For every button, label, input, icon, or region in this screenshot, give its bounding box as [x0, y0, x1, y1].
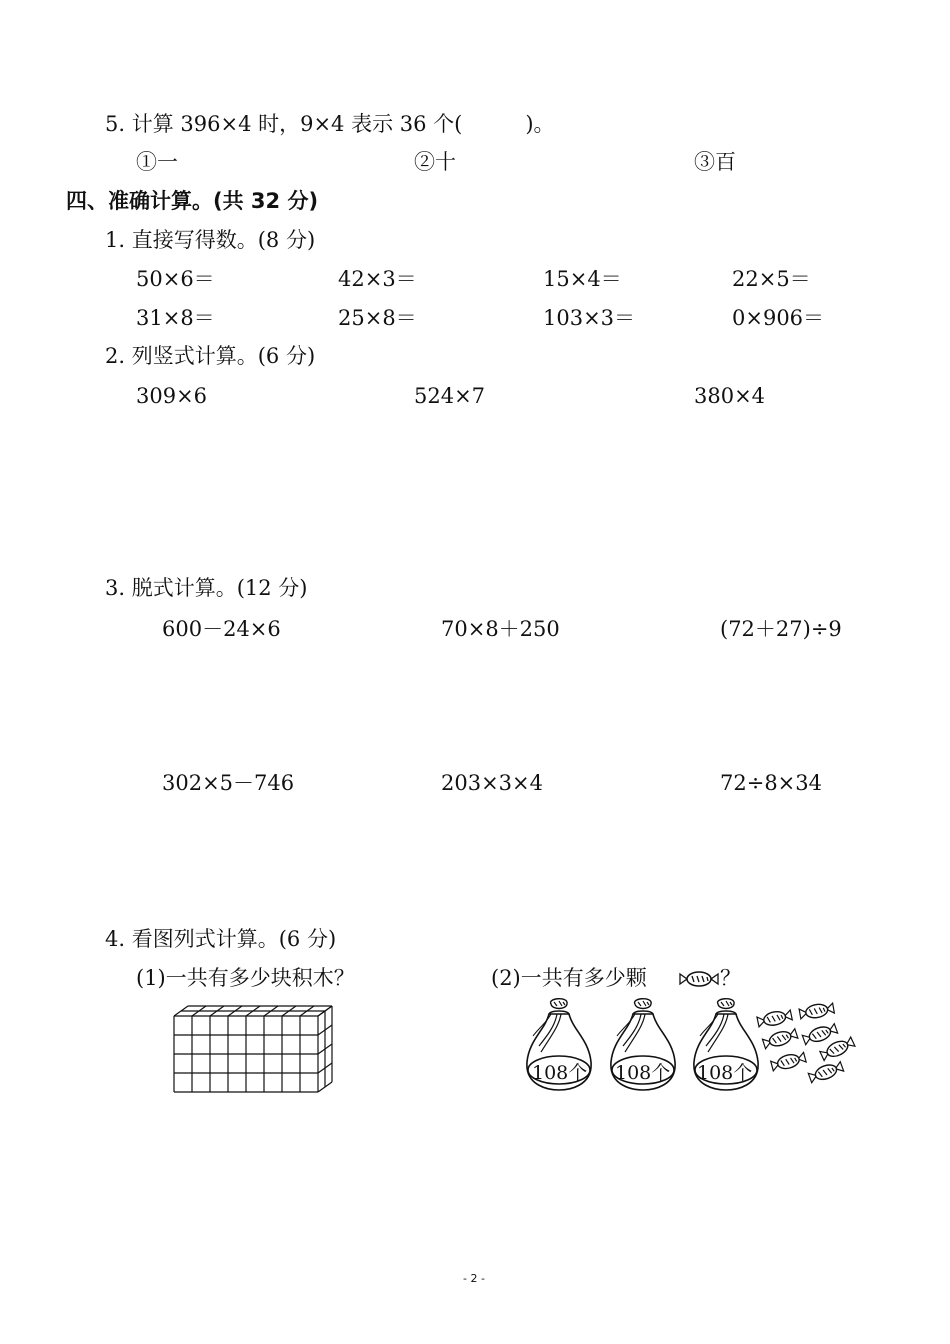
- oral-calc: 103×3＝: [543, 306, 636, 330]
- oral-calc: 42×3＝: [338, 267, 417, 291]
- step-calc: 72÷8×34: [720, 771, 822, 795]
- part-2-title: 2. 列竖式计算。(6 分): [105, 344, 316, 368]
- step-calc: 203×3×4: [441, 771, 543, 795]
- part-4-title: 4. 看图列式计算。(6 分): [105, 927, 337, 951]
- option-2: ②十: [414, 150, 456, 174]
- oral-calc: 50×6＝: [136, 267, 215, 291]
- sub-question-1: (1)一共有多少块积木？: [136, 966, 355, 990]
- sub-question-2-end: ？: [720, 966, 741, 990]
- part-1-title: 1. 直接写得数。(8 分): [105, 228, 316, 252]
- block-cuboid-figure: [170, 1000, 340, 1094]
- step-calc: 600－24×6: [162, 617, 281, 641]
- candy-icon: [678, 968, 720, 990]
- oral-calc: 22×5＝: [732, 267, 811, 291]
- bag-label: 108个: [532, 1062, 588, 1084]
- bag-label: 108个: [697, 1062, 753, 1084]
- option-3: ③百: [694, 150, 736, 174]
- sub-question-2: (2)一共有多少颗: [491, 966, 647, 990]
- page-number: - 2 -: [463, 1272, 485, 1285]
- oral-calc: 25×8＝: [338, 306, 417, 330]
- loose-candies: [752, 1000, 862, 1090]
- vertical-calc: 524×7: [414, 384, 486, 408]
- step-calc: (72＋27)÷9: [720, 617, 842, 641]
- step-calc: 70×8＋250: [441, 617, 560, 641]
- step-calc: 302×5－746: [162, 771, 295, 795]
- oral-calc: 0×906＝: [732, 306, 825, 330]
- oral-calc: 31×8＝: [136, 306, 215, 330]
- bag-label: 108个: [615, 1062, 671, 1084]
- vertical-calc: 380×4: [694, 384, 766, 408]
- section-4-title: 四、准确计算。(共 32 分): [66, 189, 319, 213]
- question-5-text: 5. 计算 396×4 时，9×4 表示 36 个( )。: [105, 112, 555, 136]
- vertical-calc: 309×6: [136, 384, 208, 408]
- option-1: ①一: [136, 150, 178, 174]
- oral-calc: 15×4＝: [543, 267, 622, 291]
- part-3-title: 3. 脱式计算。(12 分): [105, 576, 308, 600]
